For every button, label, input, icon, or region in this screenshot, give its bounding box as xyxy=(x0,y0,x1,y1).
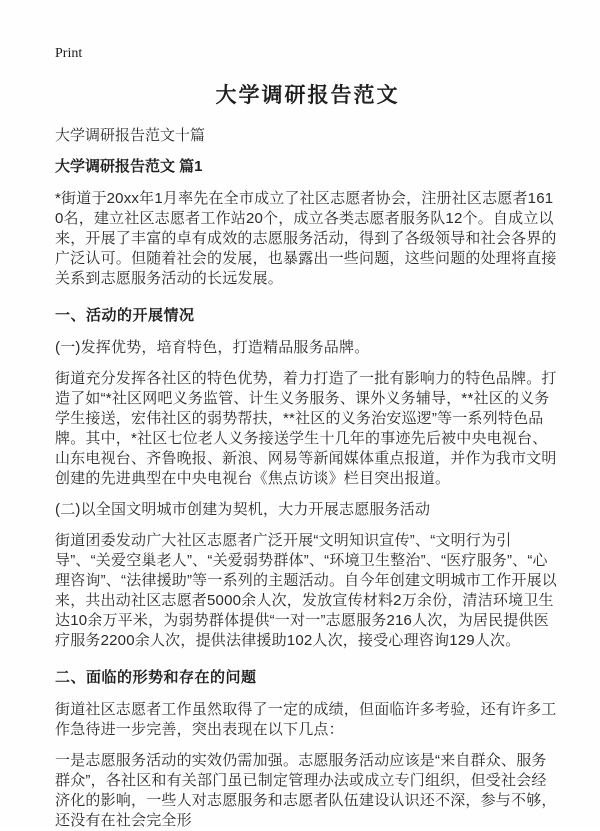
article-title: 大学调研报告范文 篇1 xyxy=(55,158,203,175)
print-link[interactable]: Print xyxy=(55,46,83,61)
section-heading-1: 一、活动的开展情况 xyxy=(55,307,195,324)
paragraph-problems-intro: 街道社区志愿者工作虽然取得了一定的成绩，但面临许多考验，还有许多工作急待进一步完善，突出表现在以下几点： xyxy=(55,701,557,738)
subsection-title-1-2: (二)以全国文明城市创建为契机，大力开展志愿服务活动 xyxy=(55,501,431,518)
collection-subtitle: 大学调研报告范文十篇 xyxy=(55,127,206,144)
section-heading-2: 二、面临的形势和存在的问题 xyxy=(55,669,257,686)
page-title: 大学调研报告范文 xyxy=(215,84,400,107)
paragraph-problem-1: 一是志愿服务活动的实效仍需加强。志愿服务活动应该是“来自群众、服务群众”，各社区和有关部门虽已制定管理办法或成立专门组织，但受社会经济化的影响，一些人对志愿服务和志愿者队伍建设认识还不深，参与不够，还没有在社会完全形 xyxy=(55,752,557,829)
paragraph-activities: 街道团委发动广大社区志愿者广泛开展“文明知识宣传”、“文明行为引导”、“关爱空巢老人”、“关爱弱势群体”、“环境卫生整治”、“医疗服务”、“心理咨询”、“法律援助”等一系列的主题活动。自今年创建文明城市工作开展以来，共出动社区志愿者5000余人次，发放宣传材料2万余份，清洁环境卫生达10余万平米，为弱势群体提供“一对一”志愿服务216人次，为居民提供医疗服务2200余人次，提供法律援助102人次，接受心理咨询129人次。 xyxy=(55,532,557,649)
subsection-title-1-1: (一)发挥优势，培育特色，打造精品服务品牌。 xyxy=(55,339,370,356)
paragraph-intro: *街道于20xx年1月率先在全市成立了社区志愿者协会，注册社区志愿者1610名，建立社区志愿者工作站20个，成立各类志愿者服务队12个。自成立以来，开展了丰富的卓有成效的志愿服务活动，得到了各级领导和社会各界的广泛认可。但随着社会的发展，也暴露出一些问题，这些问题的处理将直接关系到志愿服务活动的长远发展。 xyxy=(55,190,557,287)
paragraph-brands: 街道充分发挥各社区的特色优势，着力打造了一批有影响力的特色品牌。打造了如“*社区网吧义务监管、计生义务服务、课外义务辅导，**社区的义务学生接送，宏伟社区的弱势帮扶，**社区的义务治安巡逻”等一系列特色品牌。其中，*社区七位老人义务接送学生十几年的事迹先后被中央电视台、山东电视台、齐鲁晚报、新浪、网易等新闻媒体重点报道，并作为我市文明创建的先进典型在中央电视台《焦点访谈》栏目突出报道。 xyxy=(55,370,557,487)
